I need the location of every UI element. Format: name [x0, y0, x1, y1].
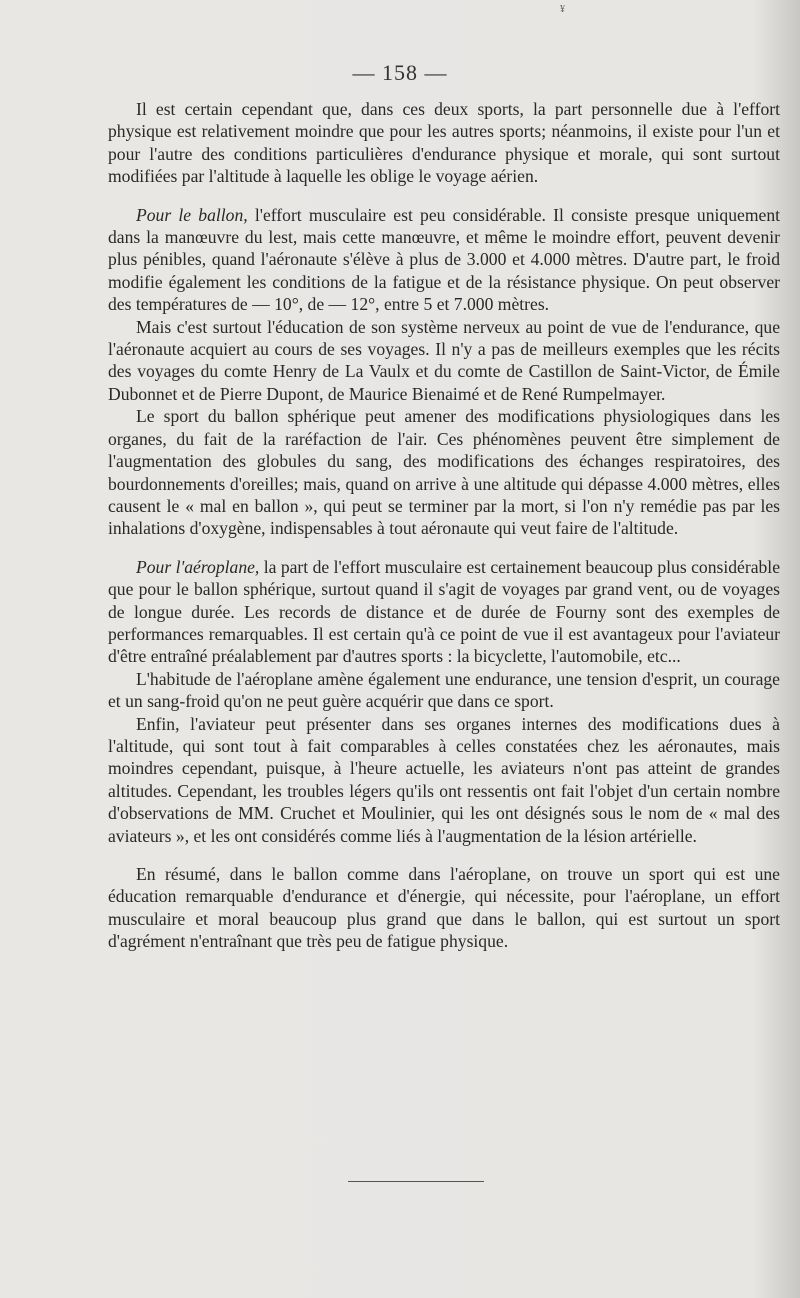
- paragraph-3: [108, 316, 780, 406]
- paragraph-7: [108, 713, 780, 847]
- paragraph-3-text: Mais c'est surtout l'éducation de son système nerveux au point de vue de l'endurance, que l'aéronaute acquiert au cours de ses voyages. Il n'y a pas de meilleurs exemples que les récits des voyages du comte Henry de La Vaulx et du comte de Castillon de Saint-Victor, de Émile Dubonnet et de Pierre Dupont, de Maurice Bienaimé et de René Rumpelmayer.: [108, 316, 780, 404]
- end-rule: [348, 1181, 484, 1182]
- paragraph-4: [108, 405, 780, 539]
- paragraph-6-text: L'habitude de l'aéroplane amène également une endurance, une tension d'esprit, un courage et un sang-froid qu'on ne peut guère acquérir que dans ce sport.: [108, 668, 780, 712]
- paragraph-5-text: la part de l'effort musculaire est certainement beaucoup plus considérable que pour le ballon sphérique, surtout quand il s'agit de voyages par grand vent, ou de voyages de longue durée. Les records de distance et de durée de Fourny sont des exemples de performances remarquables. Il est certain qu'à ce point de vue il est avantageux pour l'aviateur d'être entraîné préalablement par d'autres sports : la bicyclette, l'automobile, etc...: [108, 556, 781, 667]
- paragraph-1-text: Il est certain cependant que, dans ces deux sports, la part personnelle due à l'effort physique est relativement moindre que pour les autres sports; néanmoins, il existe pour l'un et pour l'autre des conditions particulières d'endurance physique et morale, qui sont surtout modifiées par l'altitude à laquelle les oblige le voyage aérien.: [108, 99, 780, 187]
- top-ink-mark: ¥: [560, 4, 565, 15]
- paragraph-6: [108, 668, 780, 713]
- page-number: — 158 —: [352, 60, 448, 85]
- paragraph-7-text: Enfin, l'aviateur peut présenter dans ses organes internes des modifications dues à l'altitude, qui sont tout à fait comparables à celles constatées chez les aéronautes, mais moindres cependant, puisque, à l'heure actuelle, les aviateurs n'ont pas atteint de grandes altitudes. Cependant, les troubles légers qu'ils ont ressentis ont fait l'objet d'un certain nombre d'observations de MM. Cruchet et Moulinier, qui les ont désignés sous le nom de « mal des aviateurs », et les ont considérés comme liés à l'augmentation de la lésion artérielle.: [108, 713, 780, 846]
- paragraph-8-text: En résumé, dans le ballon comme dans l'aéroplane, on trouve un sport qui est une éducation remarquable d'endurance et d'énergie, qui nécessite, pour l'aéroplane, un effort musculaire et moral beaucoup plus grand que dans le ballon, qui est surtout un sport d'agrément n'entraînant que très peu de fatigue physique.: [108, 864, 780, 952]
- paragraph-1: [108, 98, 780, 188]
- paragraph-5: [108, 556, 780, 668]
- paragraph-4-text: Le sport du ballon sphérique peut amener des modifications physiologiques dans les organes, du fait de la raréfaction de l'air. Ces phénomènes peuvent être simplement de l'augmentation des globules du sang, des modifications des échanges respiratoires, des bourdonnements d'oreilles; mais, quand on arrive à une altitude qui dépasse 4.000 mètres, elles causent le « mal en ballon », qui peut se terminer par la mort, si l'on n'y remédie pas par les inhalations d'oxygène, indispensables à tout aéronaute qui veut faire de l'altitude.: [108, 406, 780, 539]
- paragraph-8: [108, 863, 780, 953]
- paragraph-5-lead: Pour l'aéroplane,: [136, 556, 260, 577]
- paragraph-2: [108, 204, 780, 316]
- paragraph-2-text: l'effort musculaire est peu considérable. Il consiste presque uniquement dans la manœuvre du lest, mais cette manœuvre, et même le moindre effort, peuvent devenir plus pénibles, quand l'aéronaute s'élève à plus de 3.000 et 4.000 mètres. D'autre part, le froid modifie également les conditions de la fatigue et de la résistance physique. On peut observer des températures de — 10°, de — 12°, entre 5 et 7.000 mètres.: [108, 204, 780, 315]
- paragraph-2-lead: Pour le ballon,: [136, 204, 248, 225]
- body-text: [108, 98, 780, 953]
